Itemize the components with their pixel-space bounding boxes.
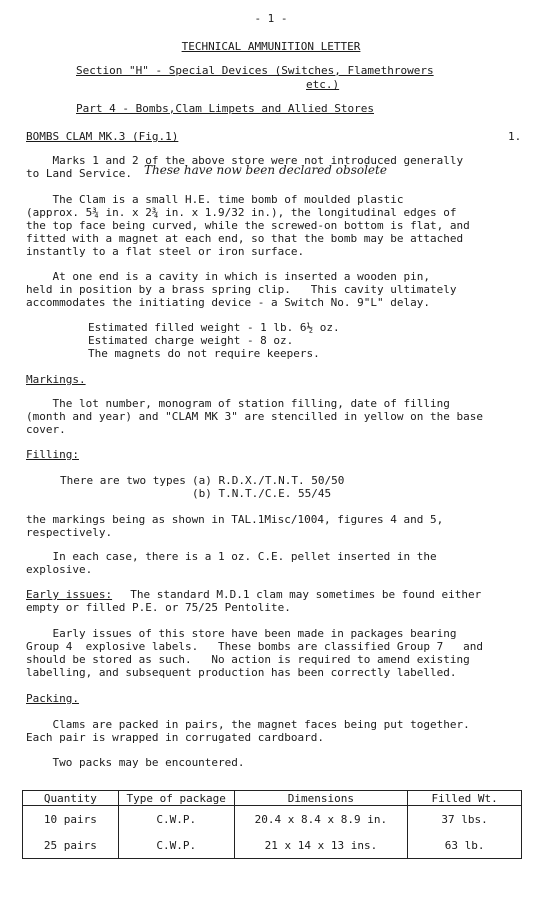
table-cell: 63 lb. bbox=[408, 832, 522, 859]
table-cell: 20.4 x 8.4 x 8.9 in. bbox=[234, 806, 408, 833]
packing-table bbox=[22, 790, 522, 859]
table-header-dimensions: Dimensions bbox=[234, 791, 408, 806]
filling-type-b: (b) T.N.T./C.E. 55/45 bbox=[192, 487, 332, 500]
section-line-2: etc.) bbox=[306, 78, 340, 91]
spec-magnets: The magnets do not require keepers. bbox=[88, 347, 320, 360]
paragraph-cavity: At one end is a cavity in which is inserted a wooden pin, held in position by a brass spring clip. This cavity ultimately accommodates the initiating device - a Switch No. 9"L" delay. bbox=[26, 270, 457, 309]
table-header-package: Type of package bbox=[118, 791, 234, 806]
table-cell: C.W.P. bbox=[118, 806, 234, 833]
heading-bombs-clam: BOMBS CLAM MK.3 (Fig.1) bbox=[26, 130, 179, 143]
heading-filling: Filling: bbox=[26, 448, 79, 461]
paragraph-marks-line1: Marks 1 and 2 of the above store were not introduced generally bbox=[26, 154, 464, 167]
table-header-quantity: Quantity bbox=[23, 791, 119, 806]
paragraph-filling-markings: the markings being as shown in TAL.1Misc/1004, figures 4 and 5, respectively. bbox=[26, 513, 444, 539]
heading-packing: Packing. bbox=[26, 692, 79, 705]
paragraph-description: The Clam is a small H.E. time bomb of moulded plastic (approx. 5¾ in. x 2¾ in. x 1.9/32 in.), the longitudinal edges of the top face being curved, while the screwed-on bottom is flat, and fitted with a magnet at each end, so that the bomb may be attached instantly to a flat steel or iron surface. bbox=[26, 193, 470, 258]
table-cell: 25 pairs bbox=[23, 832, 119, 859]
early-issues-label: Early issues: bbox=[26, 588, 113, 601]
paragraph-marks-line2: to Land Service. bbox=[26, 167, 132, 180]
paragraph-filling-pellet: In each case, there is a 1 oz. C.E. pellet inserted in the explosive. bbox=[26, 550, 437, 576]
table-row bbox=[23, 806, 522, 833]
filling-intro: There are two types bbox=[60, 474, 186, 487]
early-issues-text: The standard M.D.1 clam may sometimes be found either bbox=[117, 588, 482, 601]
spec-filled-weight: Estimated filled weight - 1 lb. 6½ oz. bbox=[88, 321, 340, 334]
filling-type-a: (a) R.D.X./T.N.T. 50/50 bbox=[192, 474, 345, 487]
table-header-filled-wt: Filled Wt. bbox=[408, 791, 522, 806]
paragraph-packing: Clams are packed in pairs, the magnet faces being put together. Each pair is wrapped in corrugated cardboard. bbox=[26, 718, 470, 744]
table-row bbox=[23, 832, 522, 859]
table-cell: 37 lbs. bbox=[408, 806, 522, 833]
table-header-row bbox=[23, 791, 522, 806]
paragraph-early-issues: Early issues of this store have been made in packages bearing Group 4 explosive labels. These bombs are classified Group 7 and should be stored as such. No action is required to amend existing labelling, and subsequent production has been correctly labelled. bbox=[26, 627, 483, 679]
early-issues-line2: empty or filled P.E. or 75/25 Pentolite. bbox=[26, 601, 291, 614]
handwritten-note: These have now been declared obsolete bbox=[144, 163, 387, 177]
document-title: TECHNICAL AMMUNITION LETTER bbox=[181, 40, 361, 53]
page-number: - 1 - bbox=[254, 12, 288, 25]
heading-markings: Markings. bbox=[26, 373, 86, 386]
table-cell: 10 pairs bbox=[23, 806, 119, 833]
section-line-1: Section "H" - Special Devices (Switches, Flamethrowers bbox=[76, 64, 434, 77]
part-line: Part 4 - Bombs,Clam Limpets and Allied Stores bbox=[76, 102, 375, 115]
spec-charge-weight: Estimated charge weight - 8 oz. bbox=[88, 334, 294, 347]
table-cell: C.W.P. bbox=[118, 832, 234, 859]
paragraph-markings: The lot number, monogram of station filling, date of filling (month and year) and "CLAM MK 3" are stencilled in yellow on the base cover. bbox=[26, 397, 483, 436]
table-cell: 21 x 14 x 13 ins. bbox=[234, 832, 408, 859]
paragraph-packing-packs: Two packs may be encountered. bbox=[26, 756, 245, 769]
margin-number: 1. bbox=[508, 130, 522, 143]
